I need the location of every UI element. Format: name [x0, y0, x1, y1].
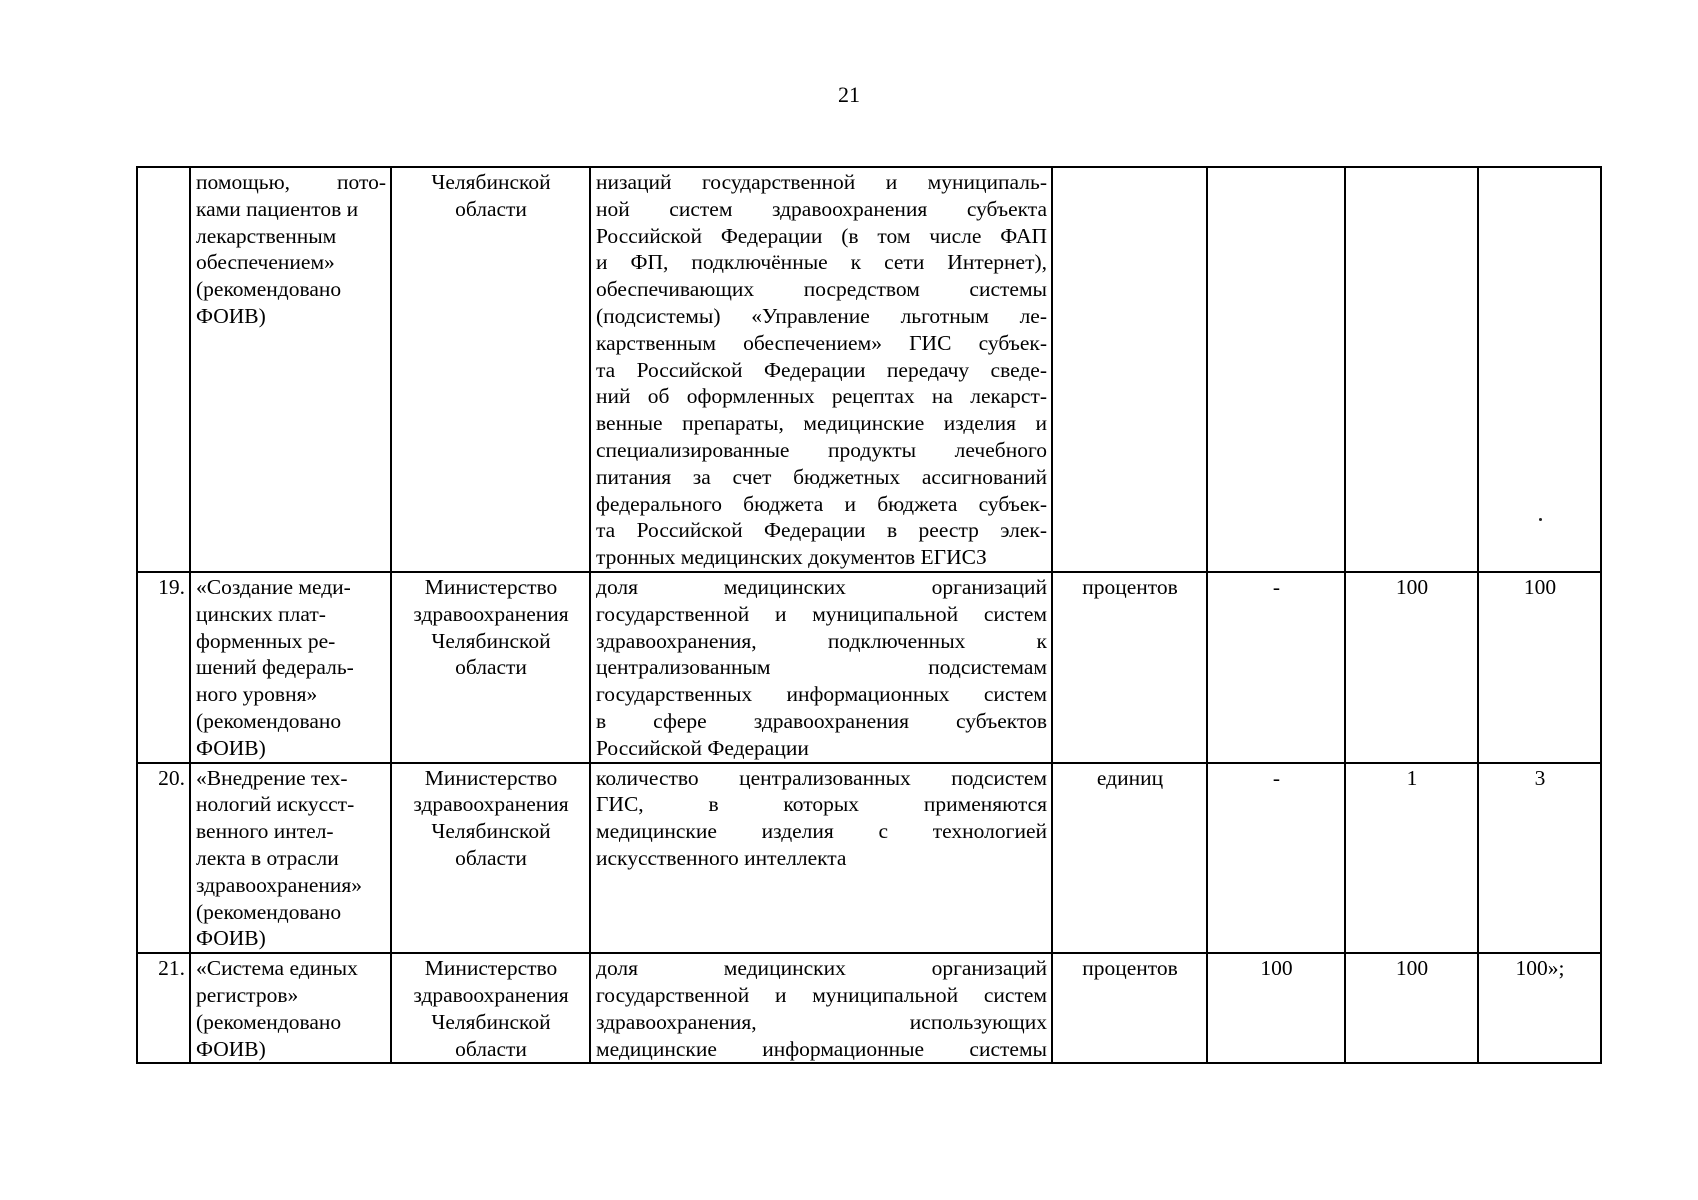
description-line: медицинские информационные системы: [596, 1036, 1047, 1061]
row-number: 19.: [137, 572, 190, 763]
responsible-line: области: [455, 196, 527, 221]
indicator-description-cell: [590, 572, 1052, 763]
responsible-line: Челябинской: [431, 628, 551, 653]
description-line: тронных медицинских документов ЕГИСЗ: [596, 545, 987, 570]
description-line: та Российской Федерации в реестр элек-: [596, 518, 1047, 543]
responsible-line: Министерство: [424, 574, 558, 599]
description-line: специализированные продукты лечебного: [596, 437, 1047, 462]
indicators-table: [136, 166, 1602, 1064]
name-line: лекта в отрасли: [196, 845, 339, 870]
value-cell-v3: 100: [1478, 572, 1601, 763]
description-line: в сфере здравоохранения субъектов: [596, 708, 1047, 733]
responsible-line: Министерство: [424, 956, 558, 981]
description-line: здравоохранения, подключенных к: [596, 628, 1047, 653]
description-line: медицинские изделия с технологией: [596, 819, 1047, 844]
responsible-cell: [391, 572, 590, 763]
value-cell-v3: [1478, 167, 1601, 572]
page-number: 21: [838, 82, 860, 107]
name-line: обеспечением»: [196, 250, 335, 275]
description-line: обеспечивающих посредством системы: [596, 277, 1047, 302]
value-cell-v1: [1207, 167, 1345, 572]
description-line: централизованным подсистемам: [596, 655, 1047, 680]
name-line: «Внедрение тех-: [196, 765, 348, 790]
name-line: венного интел-: [196, 819, 334, 844]
responsible-line: здравоохранения: [413, 792, 569, 817]
responsible-line: области: [455, 1036, 527, 1061]
name-line: регистров»: [196, 982, 299, 1007]
description-line: государственной и муниципальной систем: [596, 601, 1047, 626]
description-line: Российской Федерации: [596, 735, 809, 760]
description-line: и ФП, подключённые к сети Интернет),: [596, 250, 1047, 275]
value-cell-v3: 100»;: [1478, 953, 1601, 1063]
value-cell-v1: -: [1207, 572, 1345, 763]
name-line: лекарственным: [196, 223, 337, 248]
responsible-line: Челябинской: [431, 1009, 551, 1034]
name-line: нологий искусст-: [196, 792, 355, 817]
value-cell-v2: 100: [1345, 953, 1478, 1063]
unit-cell: процентов: [1052, 953, 1207, 1063]
description-line: низаций государственной и муниципаль-: [596, 170, 1047, 194]
table-row: [137, 167, 1601, 572]
description-line: количество централизованных подсистем: [596, 765, 1047, 790]
name-line: «Система единых: [196, 956, 358, 981]
name-line: (рекомендовано: [196, 899, 342, 924]
responsible-line: области: [455, 845, 527, 870]
name-line: помощью, пото-: [196, 170, 386, 194]
name-line: шений федераль-: [196, 655, 354, 680]
description-line: (подсистемы) «Управление льготным ле-: [596, 303, 1047, 328]
description-line: искусственного интеллекта: [596, 845, 847, 870]
unit-cell: единиц: [1052, 763, 1207, 954]
responsible-line: Челябинской: [431, 170, 551, 194]
name-line: «Создание меди-: [196, 574, 351, 599]
description-line: здравоохранения, использующих: [596, 1009, 1047, 1034]
description-line: ГИС, в которых применяются: [596, 792, 1047, 817]
description-line: федерального бюджета и бюджета субъек-: [596, 491, 1047, 516]
description-line: государственной и муниципальной систем: [596, 982, 1047, 1007]
name-line: ками пациентов и: [196, 196, 359, 221]
name-line: ного уровня»: [196, 682, 318, 707]
name-line: (рекомендовано: [196, 1009, 342, 1034]
description-line: доля медицинских организаций: [596, 574, 1047, 599]
responsible-line: Челябинской: [431, 819, 551, 844]
indicator-description-cell: [590, 763, 1052, 954]
responsible-cell: [391, 953, 590, 1063]
description-line: венные препараты, медицинские изделия и: [596, 411, 1047, 436]
responsible-line: области: [455, 655, 527, 680]
name-line: ФОИВ): [196, 926, 266, 951]
description-line: ной систем здравоохранения субъекта: [596, 196, 1047, 221]
project-name-cell: [190, 167, 391, 572]
table-row: [137, 953, 1601, 1063]
description-line: та Российской Федерации передачу сведе-: [596, 357, 1047, 382]
name-line: цинских плат-: [196, 601, 326, 626]
responsible-line: здравоохранения: [413, 601, 569, 626]
description-line: ний об оформленных рецептах на лекарст-: [596, 384, 1047, 409]
responsible-cell: [391, 763, 590, 954]
description-line: карственным обеспечением» ГИС субъек-: [596, 330, 1047, 355]
table-row: [137, 763, 1601, 954]
name-line: форменных ре-: [196, 628, 336, 653]
responsible-line: Министерство: [424, 765, 558, 790]
value-cell-v1: 100: [1207, 953, 1345, 1063]
name-line: (рекомендовано: [196, 277, 342, 302]
name-line: ФОИВ): [196, 303, 266, 328]
responsible-line: здравоохранения: [413, 982, 569, 1007]
value-cell-v2: 1: [1345, 763, 1478, 954]
description-line: доля медицинских организаций: [596, 956, 1047, 981]
value-cell-v3: 3: [1478, 763, 1601, 954]
project-name-cell: [190, 572, 391, 763]
table-row: [137, 572, 1601, 763]
unit-cell: [1052, 167, 1207, 572]
description-line: Российской Федерации (в том числе ФАП: [596, 223, 1047, 248]
name-line: ФОИВ): [196, 1036, 266, 1061]
scan-speck: [1539, 518, 1542, 521]
responsible-cell: [391, 167, 590, 572]
indicator-description-cell: [590, 953, 1052, 1063]
unit-cell: процентов: [1052, 572, 1207, 763]
value-cell-v1: -: [1207, 763, 1345, 954]
value-cell-v2: 100: [1345, 572, 1478, 763]
row-number: 20.: [137, 763, 190, 954]
project-name-cell: [190, 953, 391, 1063]
name-line: здравоохранения»: [196, 872, 363, 897]
project-name-cell: [190, 763, 391, 954]
indicator-description-cell: [590, 167, 1052, 572]
description-line: питания за счет бюджетных ассигнований: [596, 464, 1047, 489]
name-line: (рекомендовано: [196, 708, 342, 733]
name-line: ФОИВ): [196, 735, 266, 760]
row-number: 21.: [137, 953, 190, 1063]
row-number: [137, 167, 190, 572]
value-cell-v2: [1345, 167, 1478, 572]
description-line: государственных информационных систем: [596, 682, 1047, 707]
